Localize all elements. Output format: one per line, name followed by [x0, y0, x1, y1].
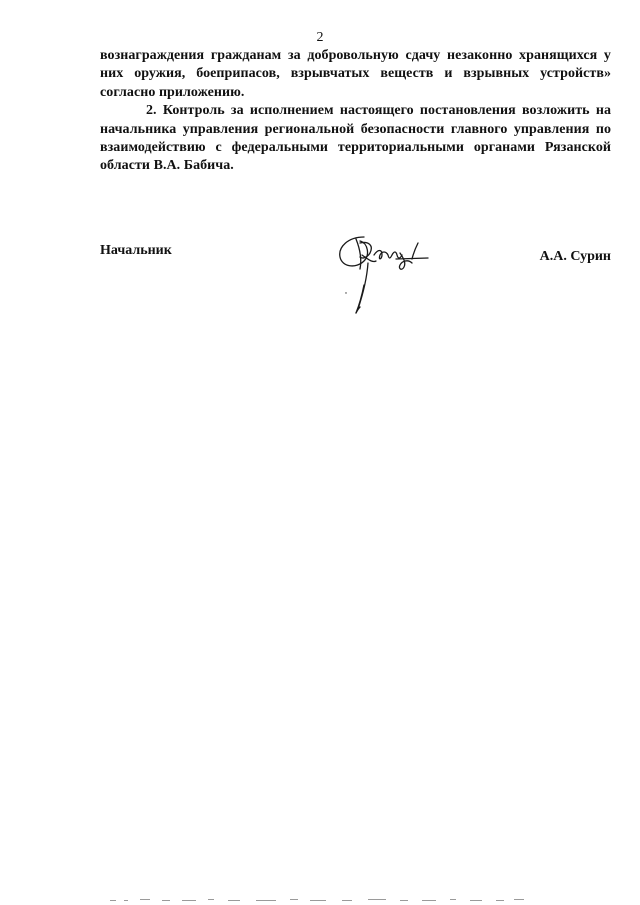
signature-block [100, 243, 611, 323]
handwritten-signature-icon [334, 229, 434, 325]
paragraph-item-2: 2. Контроль за исполнением настоящего постановления возложить на начальника управления региональной безопасности главного управления по взаимодействию с федеральными территориальными органами Рязанской области В.А. Бабича. [100, 103, 611, 174]
signer-position: Начальник [100, 243, 172, 258]
document-body [100, 47, 611, 176]
paragraph-continuation: вознаграждения гражданам за добровольную сдачу незаконно хранящихся у них оружия, боеприпасов, взрывчатых веществ и взрывных устройств» согласно приложению. [100, 48, 611, 100]
scan-artifact-line [110, 899, 530, 903]
signer-name: А.А. Сурин [539, 249, 611, 264]
page-number: 2 [316, 30, 324, 45]
